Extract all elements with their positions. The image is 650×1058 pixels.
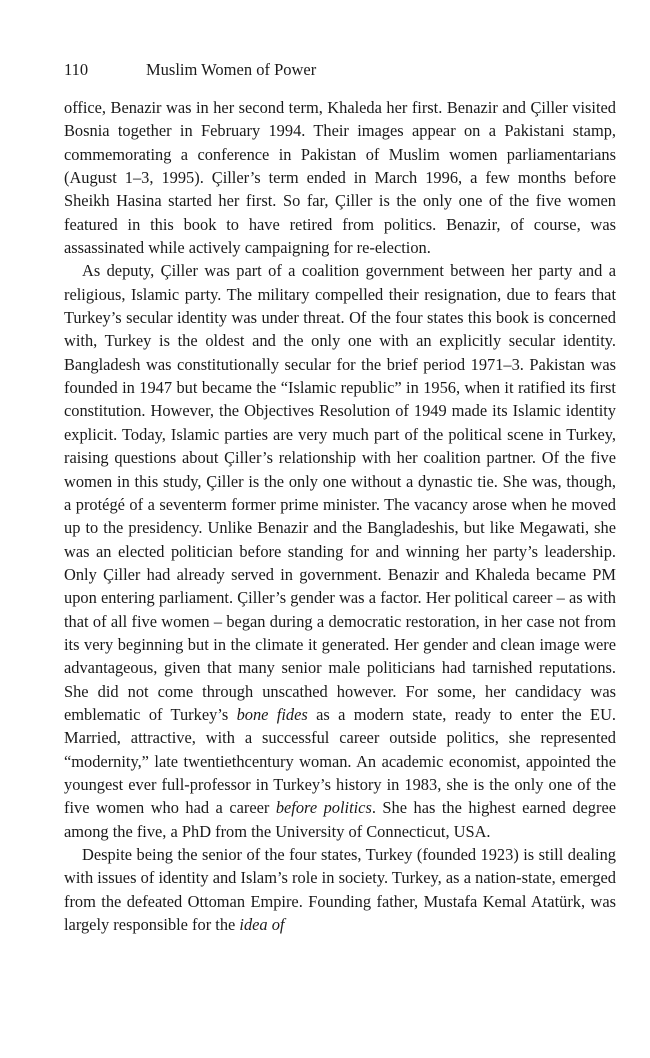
running-title: Muslim Women of Power <box>146 60 317 79</box>
body-text <box>64 96 616 936</box>
text-run: As deputy, Çiller was part of a coalition government between her party and a religious, Islamic party. The military compelled their resignation, due to fears that Turkey’s secular identity was under threat. Of the four states this book is concerned with, Turkey is the oldest and the only one with an explicitly secular identity. Bangladesh was constitutionally secular for the brief period 1971–3. Pakistan was founded in 1947 but became the “Islamic republic” in 1956, when it ratified its first constitution. However, the Objectives Resolution of 1949 made its Islamic identity explicit. Today, Islamic parties are very much part of the political scene in Turkey, raising questions about Çiller’s relationship with her coalition partner. Of the five women in this study, Çiller is the only one without a dynastic tie. She was, though, a protégé of a seventerm former prime minister. The vacancy arose when he moved up to the presidency. Unlike Benazir and the Bangladeshis, but like Megawati, she was an elected politician before standing for and winning her party’s leadership. Only Çiller had already served in government. Benazir and Khaleda became PM upon entering parliament. Çiller’s gender was a factor. Her political career – as with that of all five women – began during a democratic restoration, in her case not from its very beginning but in the climate it generated. Her gender and clean image were advantageous, given that many senior male politicians had tarnished reputations. She did not come through unscathed however. For some, her candidacy was emblematic of Turkey’s <box>64 261 616 724</box>
running-head <box>64 56 616 84</box>
book-page <box>64 56 616 936</box>
paragraph-3 <box>64 843 616 936</box>
paragraph-2 <box>64 259 616 843</box>
page-number: 110 <box>64 60 89 79</box>
paragraph-1 <box>64 96 616 259</box>
italic-phrase: idea of <box>239 915 285 935</box>
text-run: . She has the highest earned degree among the five, a PhD from the University of Connecticut, USA. <box>64 798 616 841</box>
text-run: office, Benazir was in her second term, Khaleda her first. Benazir and Çiller visited Bosnia together in February 1994. Their images appear on a Pakistani stamp, commemorating a conference in Pakistan of Muslim women parliamentarians (August 1–3, 1995). Çiller’s term ended in March 1996, a few months before Sheikh Hasina started her first. So far, Çiller is the only one of the five women featured in this book to have retired from politics. Benazir, of course, was assassinated while actively campaigning for re-election. <box>64 98 616 258</box>
italic-phrase: bone fides <box>236 704 308 724</box>
text-run: Despite being the senior of the four states, Turkey (founded 1923) is still dealing with issues of identity and Islam’s role in society. Turkey, as a nation-state, emerged from the defeated Ottoman Empire. Founding father, Mustafa Kemal Atatürk, was largely responsible for the <box>64 845 616 935</box>
text-run: as a modern state, ready to enter the EU. Married, attractive, with a successful career outside politics, she represented “modernity,” late twentiethcentury woman. An academic economist, appointed the youngest ever full-professor in Turkey’s history in 1983, she is the only one of the five women who had a career <box>64 704 616 818</box>
italic-phrase: before politics <box>275 798 372 818</box>
